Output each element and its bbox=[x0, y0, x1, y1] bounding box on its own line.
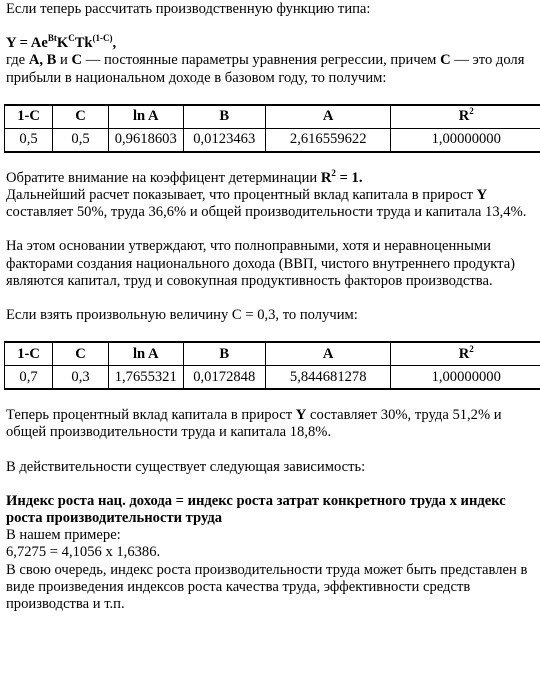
header-1-c: 1-C bbox=[5, 105, 53, 129]
formula-lhs: Y = Ae bbox=[6, 35, 48, 52]
cell-b: 0,0172848 bbox=[183, 366, 265, 390]
cell-r2: 1,00000000 bbox=[391, 366, 540, 390]
table-header-row bbox=[5, 342, 540, 366]
header-1-c: 1-C bbox=[5, 342, 53, 366]
regression-table-1 bbox=[4, 104, 540, 153]
cell-1-c: 0,7 bbox=[5, 366, 53, 390]
reality-paragraph: В действительности существует следующая зависимость: bbox=[6, 458, 366, 475]
header-r2: $R^2$ bbox=[391, 105, 540, 129]
final-paragraph: В свою очередь, индекс роста производительности труда может быть представлен в виде произведения индексов роста качества труда, эффективности средств производства и т.п. bbox=[6, 561, 528, 613]
formula-exp-1c: (1-C) bbox=[92, 33, 113, 44]
contribution-paragraph-2: Теперь процентный вклад капитала в прирост Y составляет 30%, труда 51,2% и общей производительности труда и капитала 18,8%. bbox=[6, 407, 502, 441]
cell-a: 5,844681278 bbox=[265, 366, 391, 390]
c03-paragraph: Если взять произвольную величину C = 0,3, то получим: bbox=[6, 307, 358, 324]
where-paragraph: где A, B и C — постоянные параметры уравнения регрессии, причем C — это доля прибыли в национальном доходе в базовом году, то получим: bbox=[6, 52, 525, 86]
header-ln-a: ln A bbox=[108, 342, 183, 366]
table-row bbox=[5, 128, 540, 152]
contribution-paragraph-1: Дальнейший расчет показывает, что процентный вклад капитала в прирост Y составляет 50%, труда 36,6% и общей производительности труда и капитала 13,4%. bbox=[6, 187, 527, 221]
header-b: B bbox=[183, 342, 265, 366]
formula-comma: , bbox=[112, 35, 117, 52]
formula-k: K bbox=[56, 35, 69, 52]
production-function-formula bbox=[6, 35, 536, 52]
r2-paragraph: Обратите внимание на коэффицент детерминации $R^2 = 1$. bbox=[6, 167, 363, 186]
header-c: C bbox=[53, 105, 109, 129]
table-row bbox=[5, 366, 540, 390]
cell-c: 0,5 bbox=[53, 128, 109, 152]
header-c: C bbox=[53, 342, 109, 366]
cell-c: 0,3 bbox=[53, 366, 109, 390]
cell-ln-a: 0,9618603 bbox=[108, 128, 183, 152]
cell-r2: 1,00000000 bbox=[391, 128, 540, 152]
index-formula: Индекс роста нац. дохода = индекс роста затрат конкретного труда х индекс роста производительности труда bbox=[6, 492, 506, 527]
header-b: B bbox=[183, 105, 265, 129]
cell-ln-a: 1,7655321 bbox=[108, 366, 183, 390]
formula-exp-bt: Bt bbox=[47, 33, 57, 44]
header-a: A bbox=[265, 342, 391, 366]
header-a: A bbox=[265, 105, 391, 129]
regression-table-2 bbox=[4, 341, 540, 390]
cell-a: 2,616559622 bbox=[265, 128, 391, 152]
intro-line: Если теперь рассчитать производственную функцию типа: bbox=[6, 1, 371, 17]
formula-tk: Tk bbox=[74, 35, 93, 52]
cell-1-c: 0,5 bbox=[5, 128, 53, 152]
cell-b: 0,0123463 bbox=[183, 128, 265, 152]
formula-exp-c: C bbox=[68, 33, 75, 44]
header-r2: $R^2$ bbox=[391, 342, 540, 366]
basis-paragraph: На этом основании утверждают, что полноправными, хотя и неравноценными факторами создания национального дохода (ВВП, чистого внутреннего продукта) являются капитал, труд и совокупная продуктивность факторов производства. bbox=[6, 238, 516, 289]
header-ln-a: ln A bbox=[108, 105, 183, 129]
table-header-row bbox=[5, 105, 540, 129]
example-value: 6,7275 = 4,1056 х 1,6386. bbox=[6, 544, 161, 561]
document-page bbox=[6, 0, 536, 613]
example-label: В нашем примере: bbox=[6, 527, 121, 544]
